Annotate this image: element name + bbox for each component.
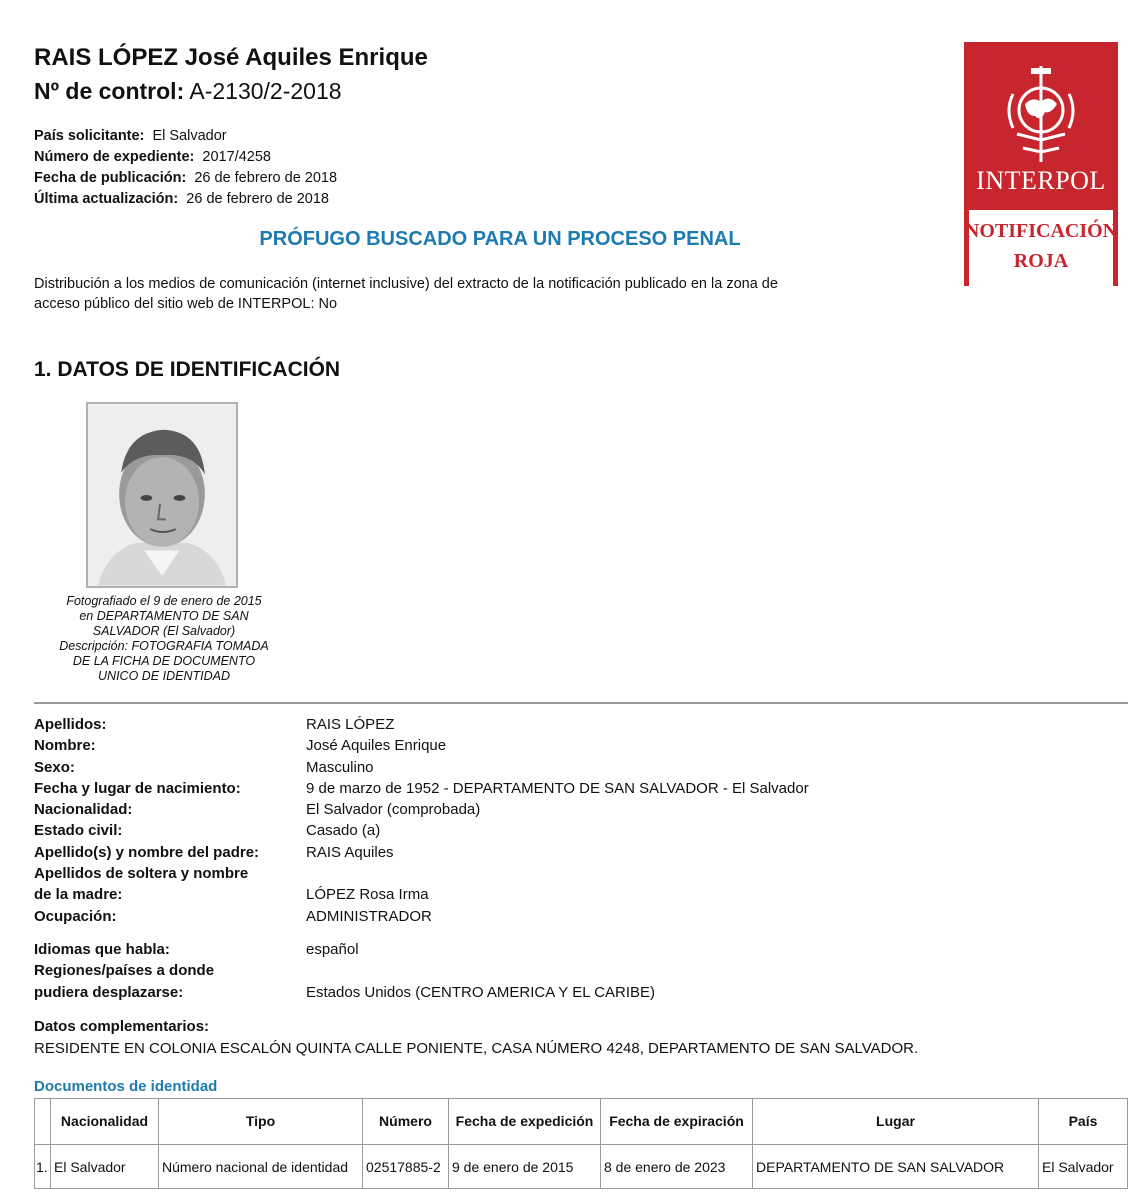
- section-divider: [34, 702, 1128, 704]
- field-label: Sexo:: [34, 758, 75, 776]
- col-header-nationality: Nacionalidad: [51, 1099, 159, 1145]
- notice-type-heading: PRÓFUGO BUSCADO PARA UN PROCESO PENAL: [259, 228, 741, 250]
- person-name: RAIS LÓPEZ José Aquiles Enrique: [34, 44, 428, 71]
- section-identification-title: 1. DATOS DE IDENTIFICACIÓN: [34, 358, 341, 381]
- update-label: Última actualización:: [34, 191, 179, 207]
- extra-data-text: RESIDENTE EN COLONIA ESCALÓN QUINTA CALLE PONIENTE, CASA NÚMERO 4248, DEPARTAMENTO DE SAN SALVADOR.: [34, 1040, 919, 1057]
- cell-country: El Salvador: [1039, 1145, 1128, 1189]
- cell-number: 02517885-2: [363, 1145, 449, 1189]
- field-label: Apellidos de soltera y nombre: [34, 865, 249, 883]
- cell-nationality: El Salvador: [51, 1145, 159, 1189]
- badge-notification-label: NOTIFICACIÓN: [964, 220, 1118, 242]
- col-header-number: Número: [363, 1099, 449, 1145]
- col-header-index: [35, 1099, 51, 1145]
- control-number: [34, 78, 342, 105]
- control-label: Nº de control:: [34, 78, 185, 104]
- field-value: LÓPEZ Rosa Irma: [306, 886, 429, 904]
- field-label: Apellidos:: [34, 716, 107, 733]
- publication-value: 26 de febrero de 2018: [194, 170, 338, 186]
- field-label: de la madre:: [34, 886, 123, 904]
- field-label: Estado civil:: [34, 822, 123, 840]
- notice-meta: [34, 126, 337, 210]
- col-header-country: País: [1039, 1099, 1128, 1145]
- field-value: Estados Unidos (CENTRO AMERICA Y EL CARIBE): [306, 983, 656, 1001]
- country-label: País solicitante:: [34, 128, 145, 144]
- field-label: Apellido(s) y nombre del padre:: [34, 843, 260, 861]
- distribution-note: [34, 274, 954, 314]
- control-value: A-2130/2-2018: [189, 78, 342, 104]
- identity-documents-table: [34, 1098, 1128, 1189]
- field-value: Casado (a): [306, 822, 381, 840]
- publication-label: Fecha de publicación:: [34, 170, 187, 186]
- table-row: [35, 1145, 1128, 1189]
- file-value: 2017/4258: [202, 149, 271, 165]
- identity-documents-title: Documentos de identidad: [34, 1078, 218, 1095]
- file-label: Número de expediente:: [34, 149, 195, 165]
- col-header-place: Lugar: [753, 1099, 1039, 1145]
- distribution-line: Distribución a los medios de comunicación (internet inclusive) del extracto de la notificación publicado en la zona de: [34, 276, 778, 292]
- caption-line: UNICO DE IDENTIDAD: [98, 669, 230, 683]
- field-value: José Aquiles Enrique: [306, 737, 447, 755]
- cell-expiry-date: 8 de enero de 2023: [601, 1145, 753, 1189]
- cell-type: Número nacional de identidad: [159, 1145, 363, 1189]
- extra-data-label: Datos complementarios:: [34, 1018, 210, 1035]
- field-value: RAIS LÓPEZ: [306, 716, 395, 733]
- person-photo: [86, 402, 238, 588]
- badge-color-label: ROJA: [1013, 250, 1069, 272]
- field-value: RAIS Aquiles: [306, 843, 394, 861]
- field-value: ADMINISTRADOR: [306, 907, 432, 925]
- caption-line: SALVADOR (El Salvador): [92, 624, 236, 638]
- field-value: español: [306, 940, 359, 958]
- field-label: pudiera desplazarse:: [34, 983, 184, 1001]
- field-value: 9 de marzo de 1952 - DEPARTAMENTO DE SAN SALVADOR - El Salvador: [306, 779, 809, 797]
- field-label: Regiones/países a donde: [34, 962, 215, 980]
- col-header-type: Tipo: [159, 1099, 363, 1145]
- col-header-issue-date: Fecha de expedición: [449, 1099, 601, 1145]
- cell-issue-date: 9 de enero de 2015: [449, 1145, 601, 1189]
- photo-caption: [34, 594, 294, 684]
- caption-line: DE LA FICHA DE DOCUMENTO: [72, 654, 256, 668]
- field-label: Nombre:: [34, 737, 96, 755]
- field-label: Nacionalidad:: [34, 801, 133, 819]
- interpol-wordmark: INTERPOL: [976, 166, 1106, 195]
- field-label: Idiomas que habla:: [34, 940, 170, 958]
- update-value: 26 de febrero de 2018: [186, 191, 329, 207]
- portrait-image: [88, 404, 236, 586]
- distribution-line: acceso público del sitio web de INTERPOL: No: [34, 296, 338, 312]
- cell-index: 1.: [35, 1145, 51, 1189]
- field-label: Fecha y lugar de nacimiento:: [34, 779, 241, 797]
- country-value: El Salvador: [152, 128, 227, 144]
- interpol-emblem-icon: [1001, 64, 1081, 164]
- cell-place: DEPARTAMENTO DE SAN SALVADOR: [753, 1145, 1039, 1189]
- interpol-red-notice-badge: [964, 42, 1118, 286]
- caption-line: en DEPARTAMENTO DE SAN: [79, 609, 249, 623]
- field-value: Masculino: [306, 758, 374, 776]
- field-label: Ocupación:: [34, 907, 117, 925]
- field-value: El Salvador (comprobada): [306, 801, 481, 819]
- col-header-expiry-date: Fecha de expiración: [601, 1099, 753, 1145]
- caption-line: Fotografiado el 9 de enero de 2015: [66, 594, 262, 608]
- caption-line: Descripción: FOTOGRAFIA TOMADA: [59, 639, 269, 653]
- table-header-row: [35, 1099, 1128, 1145]
